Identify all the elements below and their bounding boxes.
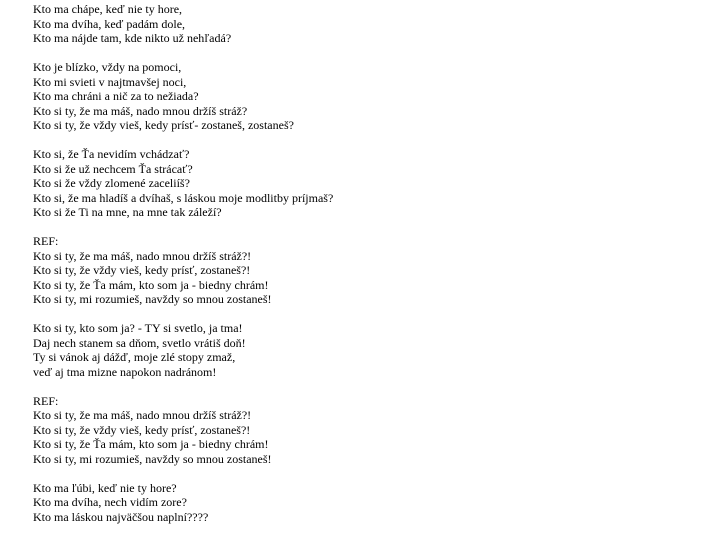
stanza-3 xyxy=(33,147,713,220)
lyric-line: Kto si ty, kto som ja? - TY si svetlo, ja tma! xyxy=(33,321,243,335)
lyric-line: Kto mi svieti v najtmavšej noci, xyxy=(33,74,187,89)
lyric-line: Kto si že už nechcem Ťa strácať? xyxy=(33,161,193,176)
lyric-line: Kto si ty, mi rozumieš, navždy so mnou zostaneš! xyxy=(33,451,272,466)
lyric-line: Kto je blízko, vždy na pomoci, xyxy=(33,60,182,74)
lyric-line: Kto si ty, že vždy vieš, kedy prísť, zostaneš?! xyxy=(33,422,251,437)
lyric-line: Kto si ty, že ma máš, nado mnou držíš stráž?! xyxy=(33,408,252,422)
lyric-line: Kto si ty, že vždy vieš, kedy prísť- zostaneš, zostaneš? xyxy=(33,118,294,132)
refrain-label: REF: xyxy=(33,234,59,248)
lyric-line: Kto ma nájde tam, kde nikto už nehľadá? xyxy=(33,31,232,45)
lyric-line: Kto si, že Ťa nevidím vchádzať? xyxy=(33,147,190,161)
lyric-line: Kto si že Ti na mne, na mne tak záleží? xyxy=(33,205,222,219)
stanza-2 xyxy=(33,60,713,133)
lyric-line: Kto si ty, že vždy vieš, kedy prísť, zostaneš?! xyxy=(33,263,251,277)
stanza-5 xyxy=(33,481,713,525)
lyric-line: Kto ma láskou najväčšou naplní???? xyxy=(33,509,209,524)
lyric-line: Kto si že vždy zlomené zaceliíš? xyxy=(33,176,190,190)
lyric-line: Kto ma chápe, keď nie ty hore, xyxy=(33,2,183,16)
lyric-line: veď aj tma mizne napokon nadránom! xyxy=(33,364,217,379)
lyrics-document xyxy=(33,2,713,524)
lyric-line: Ty si vánok aj dážď, moje zlé stopy zmaž, xyxy=(33,350,236,364)
stanza-refrain-2 xyxy=(33,394,713,467)
lyric-line: Kto ma ľúbi, keď nie ty hore? xyxy=(33,480,177,495)
lyric-line: Kto si ty, mi rozumieš, navždy so mnou zostaneš! xyxy=(33,292,272,306)
stanza-4 xyxy=(33,321,713,379)
lyric-line: Kto si ty, že ma máš, nado mnou držíš stráž?! xyxy=(33,248,252,263)
stanza-refrain-1 xyxy=(33,234,713,307)
lyric-line: Kto si ty, že ma máš, nado mnou držíš stráž? xyxy=(33,103,248,118)
refrain-label: REF: xyxy=(33,393,59,408)
stanza-1 xyxy=(33,2,713,46)
lyric-line: Kto ma dvíha, keď padám dole, xyxy=(33,16,186,31)
lyric-line: Kto ma dvíha, nech vidím zore? xyxy=(33,495,187,509)
lyric-line: Kto si ty, že Ťa mám, kto som ja - biedny chrám! xyxy=(33,277,269,292)
lyric-line: Daj nech stanem sa dňom, svetlo vrátiš doň! xyxy=(33,335,246,350)
lyric-line: Kto si, že ma hladíš a dvíhaš, s láskou moje modlitby príjmaš? xyxy=(33,190,334,205)
lyric-line: Kto ma chráni a nič za to nežiada? xyxy=(33,89,199,103)
lyric-line: Kto si ty, že Ťa mám, kto som ja - biedny chrám! xyxy=(33,437,269,451)
